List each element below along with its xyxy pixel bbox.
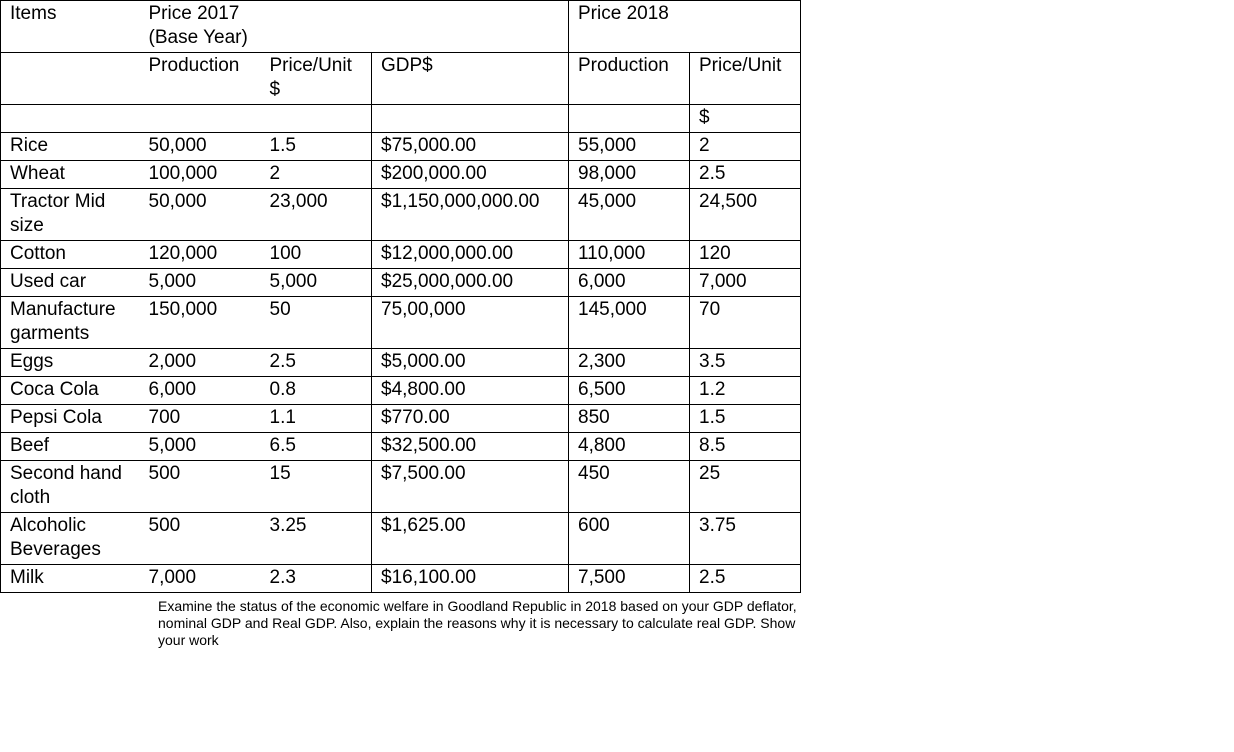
production-2017-cell: 120,000 bbox=[140, 241, 261, 269]
table-row bbox=[1, 461, 801, 513]
gdp-cell: $5,000.00 bbox=[372, 349, 569, 377]
item-name-cell: Milk bbox=[1, 565, 140, 593]
price-2017-header: Price 2017 (Base Year) bbox=[140, 1, 261, 53]
price-2018-header: Price 2018 bbox=[569, 1, 690, 53]
gdp-cell: $12,000,000.00 bbox=[372, 241, 569, 269]
table-row bbox=[1, 349, 801, 377]
price-2018-cell: 3.75 bbox=[690, 513, 801, 565]
gdp-cell: $1,150,000,000.00 bbox=[372, 189, 569, 241]
production-2018-cell: 7,500 bbox=[569, 565, 690, 593]
production-2018-header: Production bbox=[569, 53, 690, 105]
production-2017-cell: 500 bbox=[140, 513, 261, 565]
table-row bbox=[1, 189, 801, 241]
gdp-cell: $7,500.00 bbox=[372, 461, 569, 513]
item-name-cell: Manufacture garments bbox=[1, 297, 140, 349]
price-2017-cell: 2 bbox=[261, 161, 372, 189]
price-unit-2018-symbol: $ bbox=[690, 105, 801, 133]
price-2018-cell: 24,500 bbox=[690, 189, 801, 241]
price-unit-2017-header: Price/Unit $ bbox=[261, 53, 372, 105]
table-body bbox=[1, 133, 801, 593]
table-row bbox=[1, 297, 801, 349]
table-row bbox=[1, 241, 801, 269]
production-2018-cell: 850 bbox=[569, 405, 690, 433]
price-2017-cell: 15 bbox=[261, 461, 372, 513]
gdp-cell: $1,625.00 bbox=[372, 513, 569, 565]
price-2017-cell: 50 bbox=[261, 297, 372, 349]
gdp-cell: $200,000.00 bbox=[372, 161, 569, 189]
item-name-cell: Coca Cola bbox=[1, 377, 140, 405]
table-header-row bbox=[1, 1, 801, 53]
table-row bbox=[1, 161, 801, 189]
table-row bbox=[1, 405, 801, 433]
price-2017-cell: 2.5 bbox=[261, 349, 372, 377]
gdp-cell: $4,800.00 bbox=[372, 377, 569, 405]
production-2017-cell: 500 bbox=[140, 461, 261, 513]
table-row bbox=[1, 133, 801, 161]
production-2018-cell: 6,000 bbox=[569, 269, 690, 297]
price-2018-cell: 120 bbox=[690, 241, 801, 269]
price-2018-cell: 3.5 bbox=[690, 349, 801, 377]
price-2018-cell: 70 bbox=[690, 297, 801, 349]
production-2017-cell: 50,000 bbox=[140, 133, 261, 161]
production-2017-cell: 150,000 bbox=[140, 297, 261, 349]
price-2018-cell: 2.5 bbox=[690, 565, 801, 593]
item-name-cell: Wheat bbox=[1, 161, 140, 189]
gdp-cell: $25,000,000.00 bbox=[372, 269, 569, 297]
item-name-cell: Pepsi Cola bbox=[1, 405, 140, 433]
production-2017-cell: 5,000 bbox=[140, 269, 261, 297]
item-name-cell: Used car bbox=[1, 269, 140, 297]
price-2018-cell: 1.2 bbox=[690, 377, 801, 405]
production-2018-cell: 45,000 bbox=[569, 189, 690, 241]
production-2018-cell: 4,800 bbox=[569, 433, 690, 461]
production-2017-cell: 700 bbox=[140, 405, 261, 433]
table-row bbox=[1, 433, 801, 461]
price-2017-cell: 0.8 bbox=[261, 377, 372, 405]
price-2017-cell: 1.5 bbox=[261, 133, 372, 161]
table-unit-row bbox=[1, 105, 801, 133]
gdp-cell: $32,500.00 bbox=[372, 433, 569, 461]
production-2017-cell: 7,000 bbox=[140, 565, 261, 593]
table-row bbox=[1, 565, 801, 593]
production-2017-header: Production bbox=[140, 53, 261, 105]
production-2018-cell: 450 bbox=[569, 461, 690, 513]
production-2017-cell: 5,000 bbox=[140, 433, 261, 461]
gdp-cell: $770.00 bbox=[372, 405, 569, 433]
gdp-cell: $75,000.00 bbox=[372, 133, 569, 161]
item-name-cell: Alcoholic Beverages bbox=[1, 513, 140, 565]
item-name-cell: Tractor Mid size bbox=[1, 189, 140, 241]
production-2017-cell: 6,000 bbox=[140, 377, 261, 405]
price-2017-cell: 3.25 bbox=[261, 513, 372, 565]
production-2017-cell: 100,000 bbox=[140, 161, 261, 189]
question-text: Examine the status of the economic welfare in Goodland Republic in 2018 based on your GDP deflator, nominal GDP and Real GDP. Also, explain the reasons why it is necessary to calculate real GDP. Show your work bbox=[158, 598, 797, 648]
item-name-cell: Beef bbox=[1, 433, 140, 461]
price-2018-cell: 25 bbox=[690, 461, 801, 513]
production-2018-cell: 600 bbox=[569, 513, 690, 565]
price-unit-2018-header: Price/Unit bbox=[690, 53, 801, 105]
price-2017-cell: 2.3 bbox=[261, 565, 372, 593]
table-row bbox=[1, 269, 801, 297]
price-2018-cell: 2 bbox=[690, 133, 801, 161]
items-header: Items bbox=[1, 1, 140, 53]
production-2018-cell: 98,000 bbox=[569, 161, 690, 189]
price-2017-cell: 5,000 bbox=[261, 269, 372, 297]
table-row bbox=[1, 513, 801, 565]
production-2017-cell: 50,000 bbox=[140, 189, 261, 241]
production-2017-cell: 2,000 bbox=[140, 349, 261, 377]
gdp-header: GDP$ bbox=[372, 53, 569, 105]
price-2017-cell: 6.5 bbox=[261, 433, 372, 461]
production-2018-cell: 2,300 bbox=[569, 349, 690, 377]
item-name-cell: Second hand cloth bbox=[1, 461, 140, 513]
price-2017-cell: 1.1 bbox=[261, 405, 372, 433]
production-2018-cell: 110,000 bbox=[569, 241, 690, 269]
table-row bbox=[1, 377, 801, 405]
price-2017-cell: 100 bbox=[261, 241, 372, 269]
price-2018-cell: 1.5 bbox=[690, 405, 801, 433]
price-2018-cell: 2.5 bbox=[690, 161, 801, 189]
item-name-cell: Cotton bbox=[1, 241, 140, 269]
item-name-cell: Rice bbox=[1, 133, 140, 161]
price-2018-cell: 7,000 bbox=[690, 269, 801, 297]
production-2018-cell: 55,000 bbox=[569, 133, 690, 161]
table-subheader-row bbox=[1, 53, 801, 105]
price-2017-cell: 23,000 bbox=[261, 189, 372, 241]
production-2018-cell: 145,000 bbox=[569, 297, 690, 349]
price-2018-cell: 8.5 bbox=[690, 433, 801, 461]
item-name-cell: Eggs bbox=[1, 349, 140, 377]
gdp-cell: $16,100.00 bbox=[372, 565, 569, 593]
production-2018-cell: 6,500 bbox=[569, 377, 690, 405]
gdp-cell: 75,00,000 bbox=[372, 297, 569, 349]
